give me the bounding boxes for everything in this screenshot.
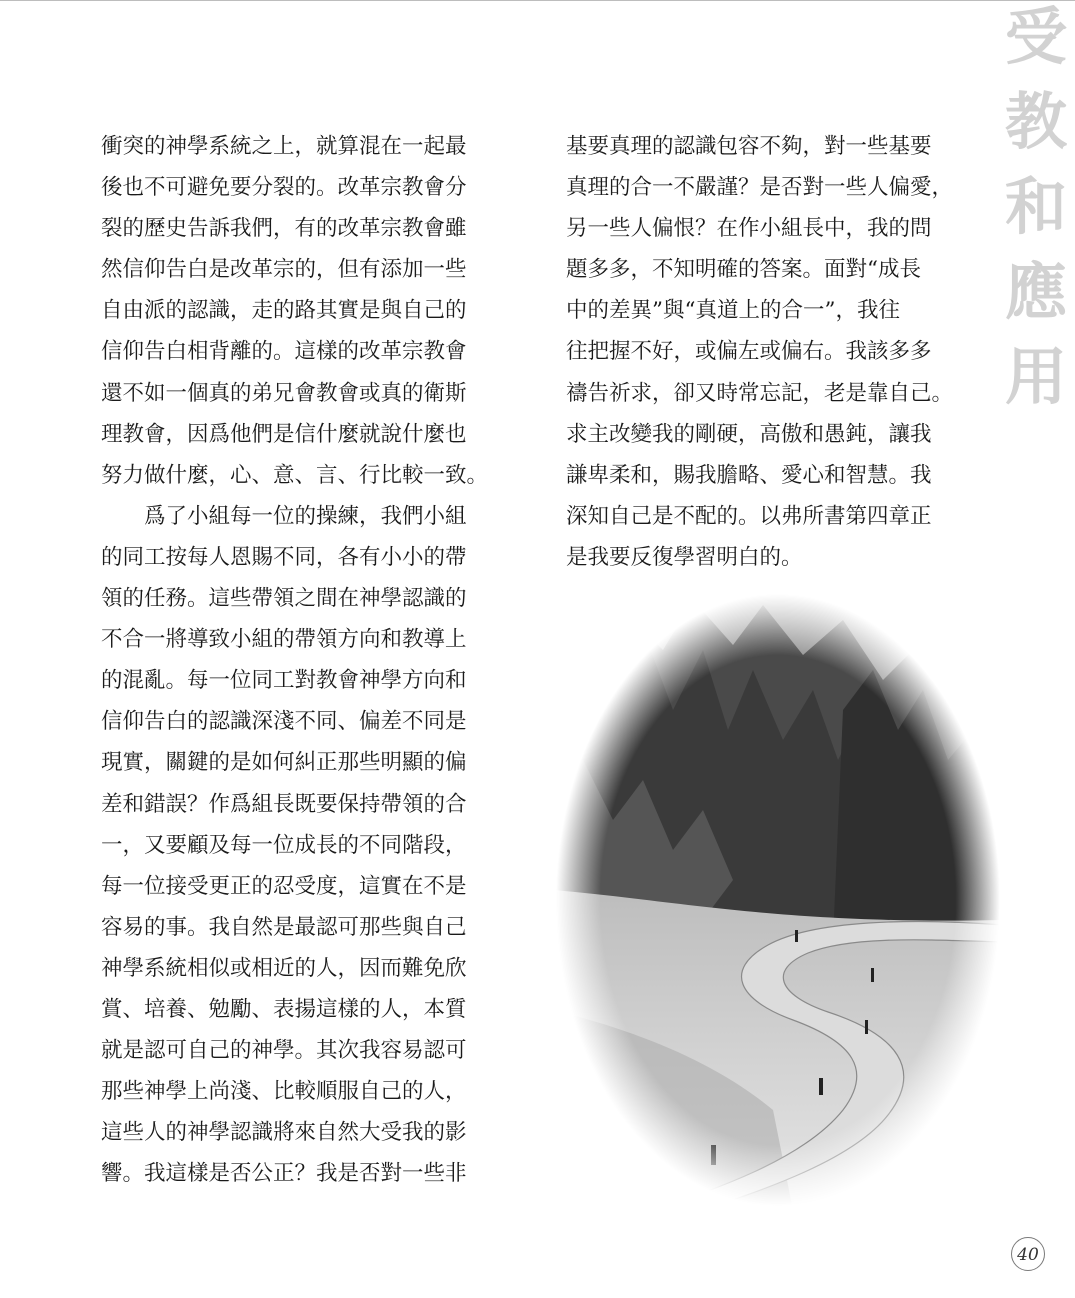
text-line: 差和錯誤？作爲組長既要保持帶領的合 <box>101 791 467 817</box>
text-line: 的同工按每人恩賜不同，各有小小的帶 <box>101 544 467 570</box>
text-line: 往把握不好，或偏左或偏右。我該多多 <box>566 339 932 365</box>
text-line: 中的差異”與“真道上的合一”，我往 <box>566 298 900 324</box>
text-line: 容易的事。我自然是最認可那些與自己 <box>101 914 467 940</box>
top-rule <box>0 0 1075 1</box>
left-text-column <box>101 126 531 1194</box>
text-line: 裂的歷史告訴我們，有的改革宗教會雖 <box>101 216 467 242</box>
side-title <box>997 0 1075 419</box>
text-line: 後也不可避免要分裂的。改革宗教會分 <box>101 175 467 201</box>
vignette-road-photo <box>553 590 1003 1210</box>
text-line: 一，又要顧及每一位成長的不同階段， <box>101 832 467 858</box>
text-line: 不合一將導致小組的帶領方向和教導上 <box>101 627 467 653</box>
text-line: 謙卑柔和，賜我膽略、愛心和智慧。我 <box>566 462 932 488</box>
text-line: 深知自己是不配的。以弗所書第四章正 <box>566 503 932 529</box>
text-line: 賞、培養、勉勵、表揚這樣的人，本質 <box>101 996 467 1022</box>
text-line: 真理的合一不嚴謹？是否對一些人偏愛， <box>566 175 954 201</box>
text-line: 努力做什麼，心、意、言、行比較一致。 <box>101 462 489 488</box>
text-line: 那些神學上尚淺、比較順服自己的人， <box>101 1079 467 1105</box>
text-line: 信仰告白的認識深淺不同、偏差不同是 <box>101 709 467 735</box>
right-text-column <box>566 126 996 578</box>
text-line: 然信仰告白是改革宗的，但有添加一些 <box>101 257 467 283</box>
page-number: 40 <box>1011 1237 1045 1271</box>
text-line: 每一位接受更正的忍受度，這實在不是 <box>101 873 467 899</box>
text-line: 領的任務。這些帶領之間在神學認識的 <box>101 586 467 612</box>
text-line: 禱告祈求，卻又時常忘記，老是靠自己。 <box>566 380 954 406</box>
paragraph-start-line: 爲了小組每一位的操練，我們小組 <box>144 503 467 529</box>
text-line: 另一些人偏恨？在作小組長中，我的問 <box>566 216 932 242</box>
side-title-char: 和 <box>1004 170 1067 243</box>
text-line: 這些人的神學認識將來自然大受我的影 <box>101 1120 467 1146</box>
side-title-char: 應 <box>1004 255 1067 328</box>
text-line: 現實，關鍵的是如何糾正那些明顯的偏 <box>101 750 467 776</box>
text-line: 就是認可自己的神學。其次我容易認可 <box>101 1038 467 1064</box>
text-line: 信仰告白相背離的。這樣的改革宗教會 <box>101 339 467 365</box>
text-line: 基要真理的認識包容不夠，對一些基要 <box>566 134 932 159</box>
text-line: 自由派的認識，走的路其實是與自己的 <box>101 298 467 324</box>
side-title-char: 用 <box>1004 340 1067 413</box>
road-photo-illustration <box>553 590 1003 1210</box>
text-line: 的混亂。每一位同工對教會神學方向和 <box>101 668 467 694</box>
text-line: 響。我這樣是否公正？我是否對一些非 <box>101 1161 467 1187</box>
text-line: 理教會，因爲他們是信什麼就說什麼也 <box>101 421 467 447</box>
side-title-char: 受 <box>1004 0 1067 73</box>
text-line: 衝突的神學系統之上，就算混在一起最 <box>101 134 467 159</box>
text-line: 求主改變我的剛硬，高傲和愚鈍，讓我 <box>566 421 932 447</box>
text-line: 題多多，不知明確的答案。面對“成長 <box>566 257 921 283</box>
side-title-char: 教 <box>1004 85 1067 158</box>
text-line: 是我要反復學習明白的。 <box>566 544 803 570</box>
text-line: 還不如一個真的弟兄會教會或真的衛斯 <box>101 380 467 406</box>
text-line: 神學系統相似或相近的人，因而難免欣 <box>101 955 467 981</box>
